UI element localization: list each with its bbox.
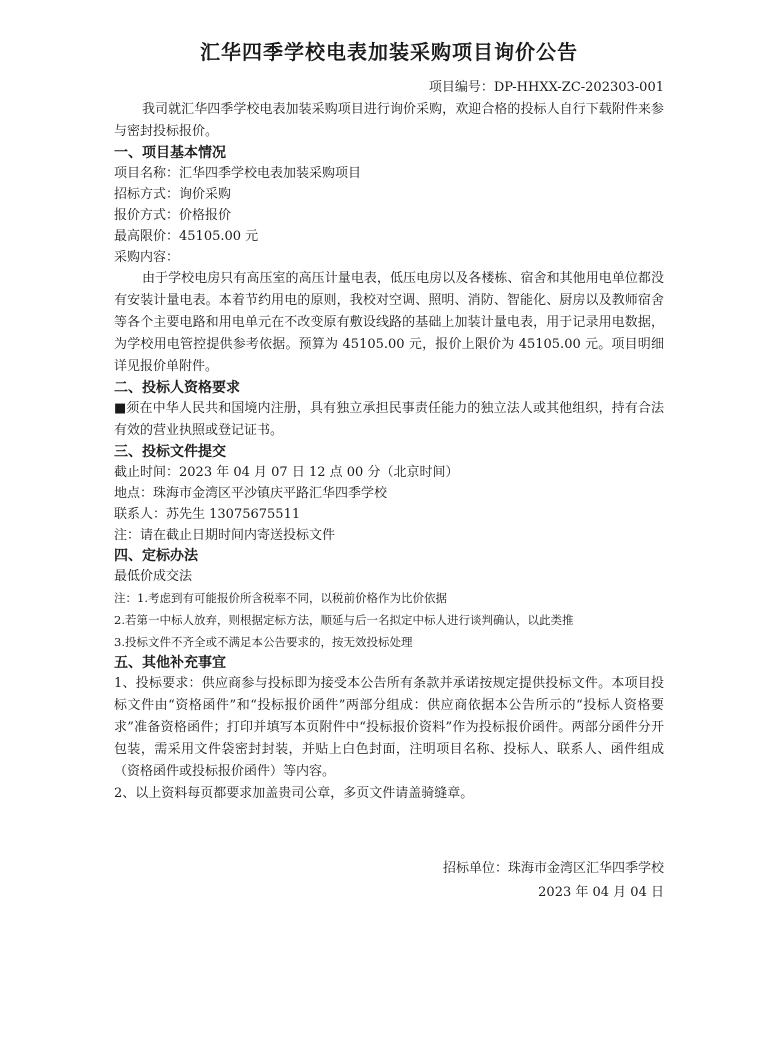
- section-submission: [114, 442, 664, 546]
- award-note-3: 3.投标文件不齐全或不满足本公告要求的，按无效投标处理: [114, 635, 413, 649]
- location: 地点：珠海市金湾区平沙镇庆平路汇华四季学校: [114, 486, 388, 501]
- tender-unit: 招标单位：珠海市金湾区汇华四季学校: [442, 861, 664, 876]
- section-basic-info: [114, 143, 664, 378]
- section-award-method: [114, 546, 664, 653]
- intro-paragraph: 我司就汇华四季学校电表加装采购项目进行询价采购，欢迎合格的投标人自行下载附件来参与密封投标报价。: [114, 102, 664, 139]
- project-number: 项目编号：DP-HHXX-ZC-202303-001: [428, 80, 664, 95]
- section-other: [114, 653, 664, 805]
- section-heading: 二、投标人资格要求: [114, 380, 240, 396]
- content-paragraph: 由于学校电房只有高压室的高压计量电表，低压电房以及各楼栋、宿舍和其他用电单位都没有安装计量电表。本着节约用电的原则，我校对空调、照明、消防、智能化、厨房以及教师宿舍等各个主要电路和用电单元在不改变原有敷设线路的基础上加装计量电表，用于记录用电数据，为学校用电管控提供参考依据。预算为 45105.00 元，报价上限价为 45105.00 元。项目明细详见报价单附件。: [114, 271, 664, 374]
- signature-block: [114, 857, 664, 905]
- section-heading: 四、定标办法: [114, 548, 198, 564]
- submission-note: 注：请在截止日期时间内寄送投标文件: [114, 528, 336, 543]
- section-heading: 一、项目基本情况: [114, 145, 226, 161]
- section-qualification: [114, 378, 664, 442]
- tender-method: 招标方式：询价采购: [114, 187, 232, 202]
- award-method: 最低价成交法: [114, 569, 193, 584]
- other-item-1: 1、投标要求：供应商参与投标即为接受本公告所有条款并承诺按规定提供投标文件。本项目投标文件由“资格函件”和“投标报价函件”两部分组成：供应商依据本公告所示的“投标人资格要求”准备资格函件；打印并填写本页附件中“投标报价资料”作为投标报价函件。两部分函件分开包装，需采用文件袋密封封装，并贴上白色封面，注明项目名称、投标人、联系人、函件组成（资格函件或投标报价函件）等内容。: [114, 676, 664, 779]
- deadline: 截止时间：2023 年 04 月 07 日 12 点 00 分（北京时间）: [114, 465, 459, 480]
- contact: 联系人：苏先生 13075675511: [114, 507, 301, 522]
- section-heading: 三、投标文件提交: [114, 444, 226, 460]
- award-note-2: 2.若第一中标人放弃，则根据定标方法，顺延与后一名拟定中标人进行谈判确认，以此类推: [114, 613, 574, 627]
- quote-method: 报价方式：价格报价: [114, 208, 232, 223]
- max-price: 最高限价：45105.00 元: [114, 229, 259, 244]
- page-title: 汇华四季学校电表加装采购项目询价公告: [200, 40, 578, 64]
- qualification-text: ■须在中华人民共和国境内注册，具有独立承担民事责任能力的独立法人或其他组织，持有合法有效的营业执照或登记证书。: [114, 401, 664, 438]
- document-page: [114, 36, 664, 905]
- section-heading: 五、其他补充事宜: [114, 655, 226, 671]
- project-name: 项目名称：汇华四季学校电表加装采购项目: [114, 166, 362, 181]
- other-item-2: 2、以上资料每页都要求加盖贵司公章，多页文件请盖骑缝章。: [114, 786, 474, 801]
- award-note-1: 注：1.考虑到有可能报价所含税率不同，以税前价格作为比价依据: [114, 591, 447, 605]
- content-label: 采购内容：: [114, 250, 180, 265]
- sign-date: 2023 年 04 月 04 日: [538, 885, 664, 900]
